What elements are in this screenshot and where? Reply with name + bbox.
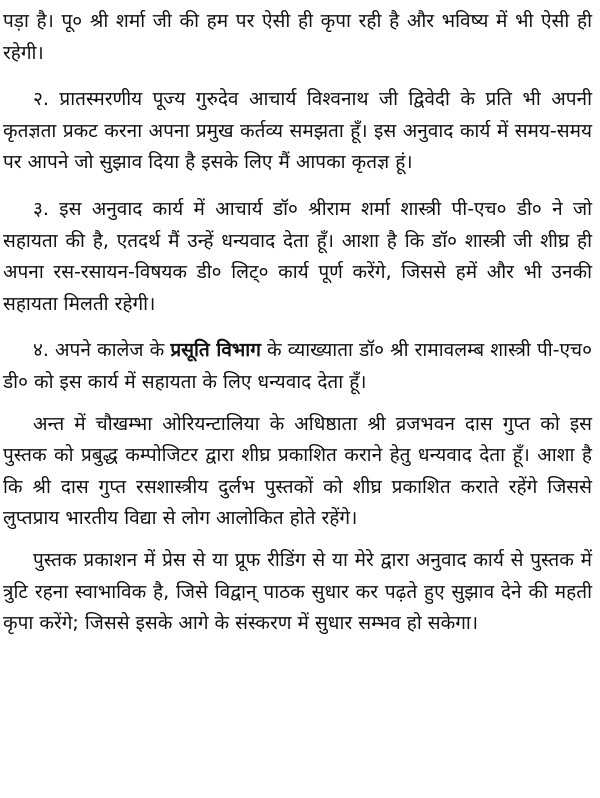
paragraph-gap xyxy=(3,535,592,545)
paragraph-gap xyxy=(3,320,592,335)
paragraph-2: २. प्रातस्मरणीय पूज्य गुरुदेव आचार्य विश्वनाथ जी द्विवेदी के प्रति भी अपनी कृतज्ञता प्रकट करना अपना प्रमुख कर्तव्य समझता हूँ। इस अनुवाद कार्य में समय-समय पर आपने जो सुझाव दिया है इसके लिए मैं आपका कृतज्ञ हूं। xyxy=(3,88,592,174)
paragraph-gap xyxy=(3,399,592,409)
paragraph-4 xyxy=(3,335,592,398)
paragraph-4-start: ४. अपने कालेज के xyxy=(33,339,171,362)
paragraph-4-emphasis: प्रसूति विभाग xyxy=(170,339,261,362)
paragraph-gap xyxy=(3,69,592,84)
paragraph-acknowledgement-publisher: अन्त में चौखम्भा ओरियन्टालिया के अधिष्ठाता श्री व्रजभवन दास गुप्त को इस पुस्तक को प्रबुद्ध कम्पोजिटर द्वारा शीघ्र प्रकाशित कराने हेतु धन्यवाद देता हूँ। आशा है कि श्री दास गुप्त रसशास्त्रीय दुर्लभ पुस्तकों को शीघ्र प्रकाशित कराते रहेंगे जिससे लुप्तप्राय भारतीय विद्या से लोग आलोकित होते रहेंगे। xyxy=(3,412,592,530)
paragraph-continuation: पड़ा है। पू० श्री शर्मा जी की हम पर ऐसी ही कृपा रही है और भविष्य में भी ऐसी ही रहेगी। xyxy=(3,10,592,64)
paragraph-closing: पुस्तक प्रकाशन में प्रेस से या प्रूफ रीडिंग से या मेरे द्वारा अनुवाद कार्य से पुस्तक में त्रुटि रहना स्वाभाविक है, जिसे विद्वान् पाठक सुधार कर पढ़ते हुए सुझाव देने की महती कृपा करेंगे; जिससे इसके आगे के संस्करण में सुधार सम्भव हो सकेगा। xyxy=(3,548,592,635)
paragraph-4-end: के व्याख्याता डॉ० श्री रामावलम्ब शास्त्री पी-एच० डी० को इस कार्य में सहायता के लिए धन्यवाद देता हूँ। xyxy=(3,339,592,393)
paragraph-gap xyxy=(3,179,592,194)
paragraph-3: ३. इस अनुवाद कार्य में आचार्य डॉ० श्रीराम शर्मा शास्त्री पी-एच० डी० ने जो सहायता की है, एतदर्थ मैं उन्हें धन्यवाद देता हूँ। आशा है कि डॉ० शास्त्री जी शीघ्र ही अपना रस-रसायन-विषयक डी० लिट्० कार्य पूर्ण करेंगे, जिससे हमें और भी उनकी सहायता मिलती रहेगी। xyxy=(3,197,592,315)
